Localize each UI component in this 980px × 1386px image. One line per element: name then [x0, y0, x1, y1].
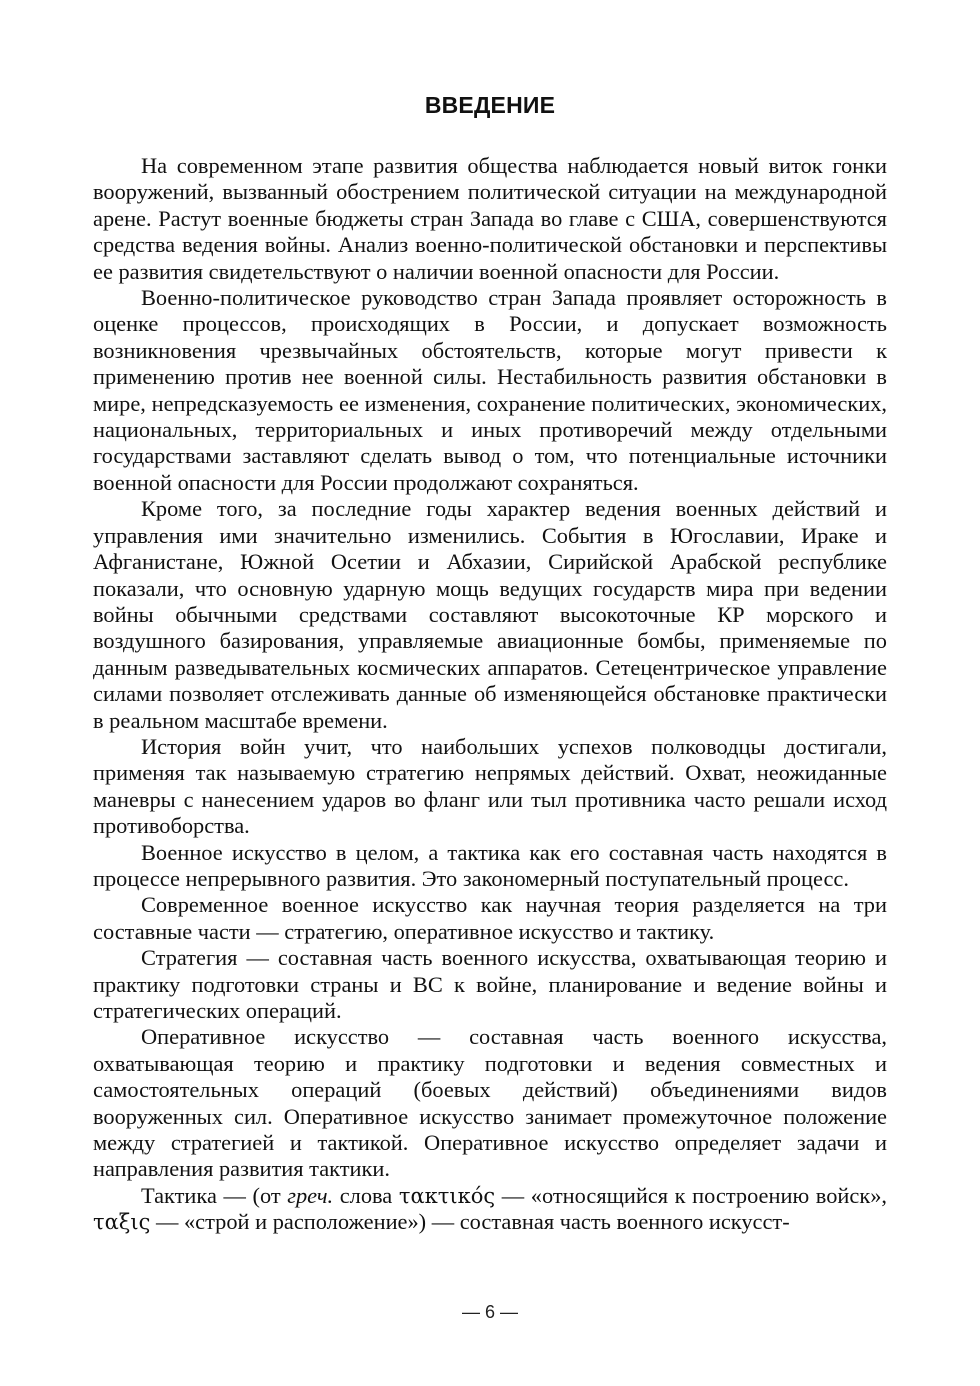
paragraph-9-italic: греч. — [287, 1182, 334, 1208]
paragraph-5: Военное искусство в целом, а тактика как его составная часть находятся в процессе непрерывного развития. Это закономерный поступательный процесс. — [93, 839, 887, 891]
paragraph-9 — [93, 1183, 887, 1236]
page-number: — 6 — — [461, 1302, 518, 1322]
paragraph-9-text-1: Тактика — (от — [141, 1182, 288, 1208]
paragraph-9-text-3: — «относящийся к построению войск», — [495, 1182, 888, 1208]
paragraph-2: Военно-политическое руководство стран Запада проявляет осторожность в оценке процессов, происходящих в России, и допускает возможность возникновения чрезвычайных обстоятельств, которые могут привести к применению против нее военной силы. Нестабильность развития обстановки в мире, непредсказуемость ее изменения, сохранение политических, экономических, национальных, территориальных и иных противоречий между отдельными государствами заставляют сделать вывод о том, что потенциальные источники военной опасности для России продолжают сохраняться. — [93, 285, 887, 495]
page-title: ВВЕДЕНИЕ — [424, 92, 556, 118]
body-text — [93, 153, 887, 1236]
paragraph-9-text-2: слова — [333, 1182, 399, 1208]
paragraph-9-text-4: — «строй и расположение») — составная часть военного искусст- — [150, 1209, 790, 1235]
paragraph-3: Кроме того, за последние годы характер ведения военных действий и управления ими значительно изменились. События в Югославии, Ираке и Афганистане, Южной Осетии и Абхазии, Сирийской Арабской республике показали, что основную ударную мощь ведущих государств мира при ведении войны обычными средствами составляют высокоточные КР морского и воздушного базирования, управляемые авиационные бомбы, применяемые по данным разведывательных космических аппаратов. Сетецентрическое управление силами позволяет отслеживать данные об изменяющейся обстановке практически в реальном масштабе времени. — [93, 496, 887, 733]
greek-word-taxis: ταξις — [93, 1210, 151, 1235]
paragraph-1: На современном этапе развития общества наблюдается новый виток гонки вооружений, вызванный обострением политической ситуации на международной арене. Растут военные бюджеты стран Запада во главе с США, совершенствуются средства ведения войны. Анализ военно-политической обстановки и перспективы ее развития свидетельствуют о наличии военной опасности для России. — [93, 153, 887, 284]
paragraph-8: Оперативное искусство — составная часть военного искусства, охватывающая теорию и практику подготовки и ведения совместных и самостоятельных операций (боевых действий) объединениями видов вооруженных сил. Оперативное искусство занимает промежуточное положение между стратегией и тактикой. Оперативное искусство определяет задачи и направления развития тактики. — [93, 1024, 887, 1182]
paragraph-6: Современное военное искусство как научная теория разделяется на три составные части — стратегию, оперативное искусство и тактику. — [93, 892, 887, 944]
greek-word-taktikos: τακτικός — [398, 1183, 496, 1208]
paragraph-7: Стратегия — составная часть военного искусства, охватывающая теорию и практику подготовки страны и ВС к войне, планирование и ведение войны и стратегических операций. — [93, 945, 887, 1023]
paragraph-4: История войн учит, что наибольших успехов полководцы достигали, применяя так называемую стратегию непрямых действий. Охват, неожиданные маневры с нанесением ударов во фланг или тыл противника часто решали исход противоборства. — [93, 733, 887, 839]
